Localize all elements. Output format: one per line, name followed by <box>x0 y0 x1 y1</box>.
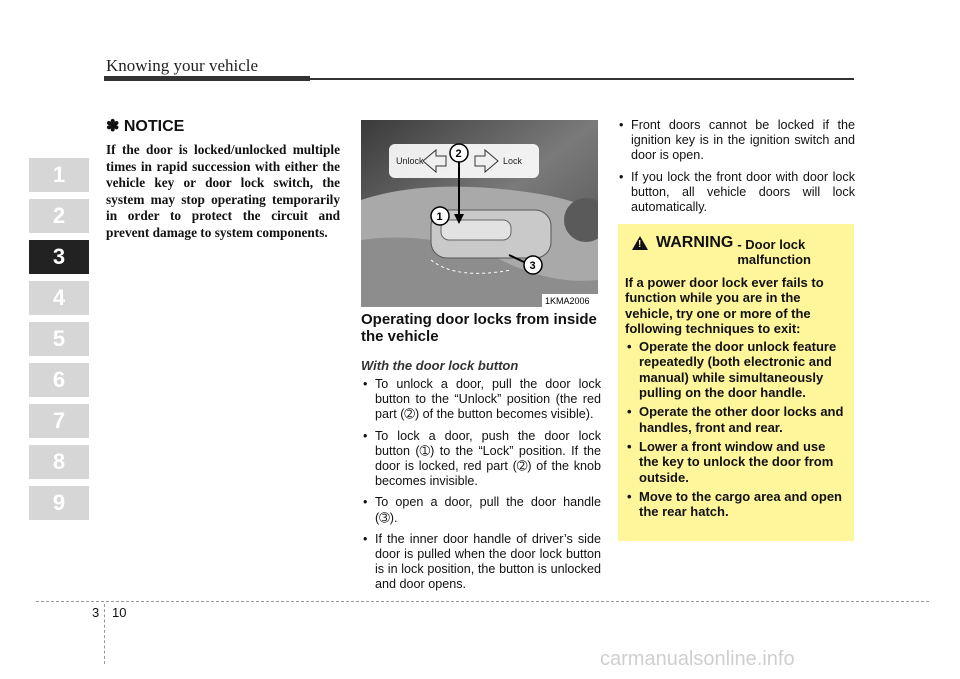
section-bullets <box>361 377 601 593</box>
chapter-tabs <box>29 158 89 527</box>
warning-box <box>618 224 854 541</box>
unlock-label: Unlock <box>396 156 424 166</box>
list-item: • If the inner door handle of driver’s side door is pulled when the door lock button is in lock position, the button is unlocked and door opens. <box>361 532 601 593</box>
list-item: • Lower a front window and use the key to unlock the door from outside. <box>625 439 844 485</box>
right-notes <box>617 118 855 221</box>
chapter-tab-3[interactable]: 3 <box>29 240 89 274</box>
list-item: • To unlock a door, pull the door lock button to the “Unlock” position (the red part (➁) of the button becomes visible). <box>361 377 601 423</box>
list-item: • Operate the door unlock feature repeatedly (both electronic and manual) while simultaneously pulling on the door handle. <box>625 339 844 400</box>
warning-triangle-icon: ! <box>632 236 648 250</box>
callout-1-text: 1 <box>436 211 443 223</box>
list-item: • To lock a door, push the door lock button (➀) to the “Lock” position. If the door is locked, red part (➁) of the knob becomes invisible. <box>361 429 601 490</box>
chapter-tab-7[interactable]: 7 <box>29 404 89 438</box>
watermark: carmanualsonline.info <box>600 648 795 670</box>
header-title: Knowing your vehicle <box>106 56 259 75</box>
section-door-locks <box>361 311 601 599</box>
section-title: Operating door locks from inside the vehicle <box>361 311 597 345</box>
lock-label: Lock <box>503 156 523 166</box>
footer-divider <box>104 604 105 664</box>
callout-3-text: 3 <box>529 260 536 272</box>
notice-title: ✽ NOTICE <box>106 118 185 135</box>
list-item: • If you lock the front door with door lock button, all vehicle doors will lock automatically. <box>617 170 855 216</box>
callout-2-text: 2 <box>455 148 462 160</box>
chapter-tab-5[interactable]: 5 <box>29 322 89 356</box>
door-lock-illustration <box>361 120 598 307</box>
header-rule-accent <box>104 76 310 81</box>
page-chapter: 3 <box>92 605 100 620</box>
list-item: • Front doors cannot be locked if the ignition key is in the ignition switch and door is open. <box>617 118 855 164</box>
list-item: • Move to the cargo area and open the rear hatch. <box>625 489 844 520</box>
chapter-tab-2[interactable]: 2 <box>29 199 89 233</box>
footer-rule <box>36 601 929 602</box>
chapter-tab-8[interactable]: 8 <box>29 445 89 479</box>
chapter-tab-9[interactable]: 9 <box>29 486 89 520</box>
section-subtitle: With the door lock button <box>361 358 519 373</box>
notice-body: If the door is locked/unlocked multiple times in rapid succession with either the vehicle key or door lock switch, the system may stop operating temporarily in order to protect the circuit and prevent damage to system components. <box>106 142 340 240</box>
list-item: • Operate the other door locks and handles, front and rear. <box>625 404 844 435</box>
warning-subject: - Door lock malfunction <box>737 237 811 267</box>
chapter-tab-4[interactable]: 4 <box>29 281 89 315</box>
warning-intro: If a power door lock ever fails to function while you are in the vehicle, try one or more of the following techniques to exit: <box>625 275 824 336</box>
chapter-tab-1[interactable]: 1 <box>29 158 89 192</box>
notice-box <box>106 116 340 242</box>
warning-word: WARNING <box>656 234 734 251</box>
list-item: • To open a door, pull the door handle (➂). <box>361 495 601 525</box>
chapter-tab-6[interactable]: 6 <box>29 363 89 397</box>
page-number: 10 <box>112 605 127 620</box>
figure-code: 1KMA2006 <box>545 296 590 306</box>
door-lock-figure <box>361 120 598 307</box>
